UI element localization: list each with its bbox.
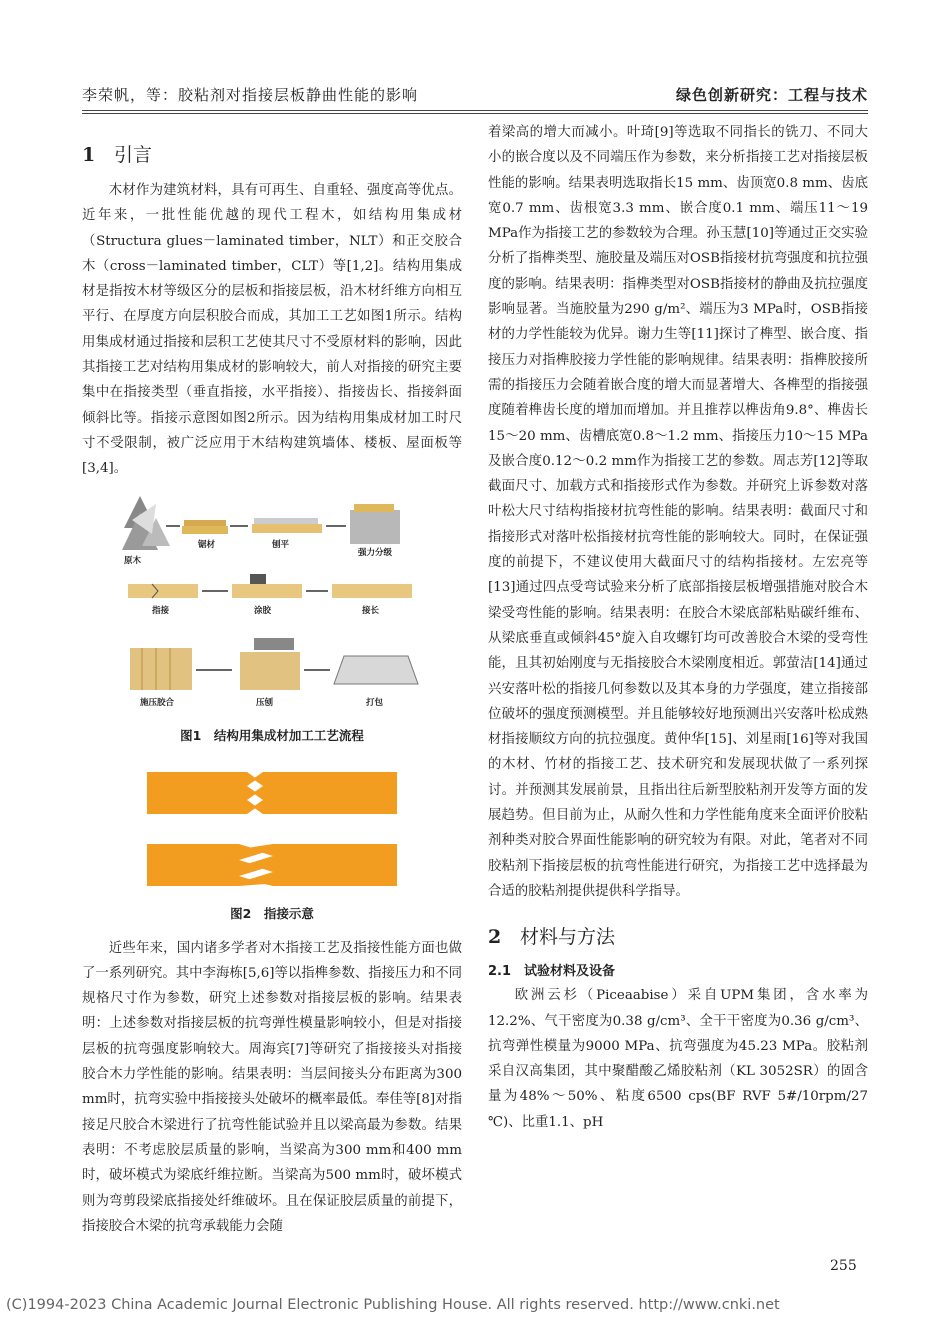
figure-1-label-finger-joint: 指接 (152, 605, 170, 616)
figure-1-label-package: 打包 (366, 697, 384, 708)
finger-joint-right-lower (247, 844, 397, 886)
page-number: 255 (830, 1258, 857, 1274)
figure-1-label-log: 原木 (124, 555, 142, 566)
figure-1-label-lengthen: 接长 (362, 605, 380, 616)
finger-joint-right-upper (253, 772, 397, 814)
section-1-title: 引言 (114, 144, 153, 166)
glue-icon (232, 584, 302, 598)
pressing-icon (130, 648, 192, 690)
grading-machine-icon (350, 510, 400, 544)
finger-joint-left-upper (147, 772, 257, 814)
figure-1-label-pressing: 施压胶合 (140, 697, 175, 708)
right-column (488, 120, 868, 1135)
subsection-2-1-heading (488, 960, 868, 979)
finger-joint-left-lower (147, 844, 265, 886)
section-1-heading (82, 140, 462, 164)
section-2-number: 2 (488, 926, 502, 949)
subsection-2-1-number: 2.1 (488, 964, 512, 980)
figure-1 (122, 488, 422, 720)
header-rule-top (82, 110, 868, 111)
section-1-number: 1 (82, 144, 96, 166)
section-2-heading (488, 922, 868, 949)
section-2-title: 材料与方法 (520, 926, 616, 949)
subsection-2-1-title: 试验材料及设备 (524, 964, 616, 980)
figure-1-caption: 图1 结构用集成材加工工艺流程 (180, 727, 364, 743)
lengthen-icon (332, 584, 412, 598)
intro-paragraph-2-continued: 着梁高的增大而减小。叶琦[9]等选取不同指长的铣刀、不同大小的嵌合度以及不同端压作为参数，来分析指接工艺对指接层板性能的影响。结果表明选取指长15 mm、齿顶宽0.8 mm、齿底宽0.7 mm、齿根宽3.3 mm、嵌合度0.1 mm、端压11～19 MPa作为指接工艺的参数较为合理。孙玉慧[10]等通过正交实验分析了指榫类型、施胶量及端压对OSB指接材抗弯强度和抗拉强度的影响。结果表明：指榫类型对OSB指接材的静曲及抗拉强度影响显著。当施胶量为290 g/m²、端压为3 MPa时，OSB指接材的力学性能较为优异。谢力生等[11]探讨了榫型、嵌合度、指接压力对指榫胶接力学性能的影响规律。结果表明：指榫胶接所需的指接压力会随着嵌合度的增大而显著增大、各榫型的指接强度随着榫齿长度的增加而增加。并且推荐以榫齿角9.8°、榫齿长15～20 mm、齿槽底宽0.8～1.2 mm、指接压力10～15 MPa及嵌合度0.12～0.2 mm作为指接工艺的参数。周志芳[12]等取截面尺寸、加载方式和指接形式作为参数。并研究上诉参数对落叶松大尺寸结构指接材抗弯性能的影响。结果表明：截面尺寸和指接形式对落叶松指接材抗弯性能的影响较大。同时，在保证强度的前提下，不建议使用大截面尺寸的结构指接材。左宏亮等[13]通过四点受弯试验来分析了底部指接层板增强措施对胶合木梁受弯性能的影响。结果表明：在胶合木梁底部粘贴碳纤维布、从梁底垂直或倾斜45°旋入自攻螺钉均可改善胶合木梁的受弯性能，且其初始刚度与无指接胶合木梁刚度相近。郭萤洁[14]通过兴安落叶松的指接几何参数以及其本身的力学强度，建立指接部位破坏的强度预测模型。并且能够较好地预测出兴安落叶松成熟材指接顺纹方向的抗拉强度。黄仲华[15]、刘星雨[16]等对我国的木材、竹材的指接工艺、技术研究和发展现状做了一系列探讨。并预测其发展前景，且指出往后新型胶粘剂开发等方面的发展趋势。但目前为止，从耐久性和力学性能角度来全面评价胶粘剂种类对胶合界面性能影响的研究较为有限。对此，笔者对不同胶粘剂下指接层板的抗弯性能进行研究，为指接工艺中选择最为合适的胶粘剂提供提供科学指导。 (488, 125, 868, 899)
lumber-icon (182, 526, 228, 534)
running-header-right: 绿色创新研究：工程与技术 (675, 86, 868, 104)
copyright-notice: (C)1994-2023 China Academic Journal Electronic Publishing House. All rights reserved. http://www.cnki.net (6, 1297, 780, 1313)
materials-paragraph: 欧洲云杉（Piceaabise）采自UPM集团，含水率为12.2%、气干密度为0.38 g/cm³、全干干密度为0.36 g/cm³、抗弯弹性模量为9000 MPa、抗弯强度为45.23 MPa。胶粘剂采自汉高集团，其中聚醋酸乙烯胶粘剂（KL 3052SR）的固含量为48%～50%、粘度6500 cps(BF RVF 5#/10rpm/27 ℃)、比重1.1、pH (488, 988, 868, 1130)
figure-1-label-planing: 刨平 (272, 539, 290, 550)
figure-2-finger-joint-diagram (147, 758, 397, 898)
figure-1-label-lumber: 锯材 (198, 539, 216, 550)
planed-board-icon (252, 524, 322, 533)
package-icon (334, 656, 418, 684)
planer-icon (240, 652, 300, 690)
figure-1-label-glue: 涂胶 (254, 605, 272, 616)
figure-1-label-grading: 强力分级 (358, 547, 393, 558)
finger-joint-icon (128, 584, 198, 598)
intro-paragraph-1: 木材作为建筑材料，具有可再生、自重轻、强度高等优点。近年来，一批性能优越的现代工程木，如结构用集成材（Structura glues－laminated timber，NLT）和正交胶合木（cross－laminated timber，CLT）等[1,2]。结构用集成材是指按木材等级区分的层板和指接层板，沿木材纤维方向相互平行、在厚度方向层积胶合而成，其加工工艺如图1所示。结构用集成材通过指接和层积工艺使其尺寸不受原材料的影响，因此其指接工艺对结构用集成材的影响较大，前人对指接的研究主要集中在指接类型（垂直指接，水平指接）、指接齿长、指接斜面倾斜比等。指接示意图如图2所示。因为结构用集成材加工时尺寸不受限制，被广泛应用于木结构建筑墙体、楼板、屋面板等[3,4]。 (82, 183, 462, 477)
figure-2-caption: 图2 指接示意 (230, 905, 314, 921)
header-rule-bottom (82, 113, 868, 114)
intro-paragraph-2: 近些年来，国内诸多学者对木指接工艺及指接性能方面也做了一系列研究。其中李海栋[5,6]等以指榫参数、指接压力和不同规格尺寸作为参数，研究上述参数对指接层板的影响。结果表明：上述参数对指接层板的抗弯弹性模量影响较小，但是对指接层板的抗弯强度影响较大。周海宾[7]等研究了指接接头对指接胶合木力学性能的影响。结果表明：当层间接头分布距离为300 mm时，抗弯实验中指接接头处破坏的概率最低。奉佳等[8]对指接足尺胶合木梁进行了抗弯性能试验并且以梁高最为参数。结果表明：不考虑胶层质量的影响，当梁高为300 mm和400 mm时，破坏模式为梁底纤维拉断。当梁高为500 mm时，破坏模式则为弯剪段梁底指接处纤维破坏。且在保证胶层质量的前提下，指接胶合木梁的抗弯承载能力会随 (82, 940, 462, 1234)
left-column (82, 140, 462, 1239)
figure-1-label-planer: 压刨 (256, 697, 274, 708)
running-header-left: 李荣帆，等：胶粘剂对指接层板静曲性能的影响 (82, 86, 419, 104)
